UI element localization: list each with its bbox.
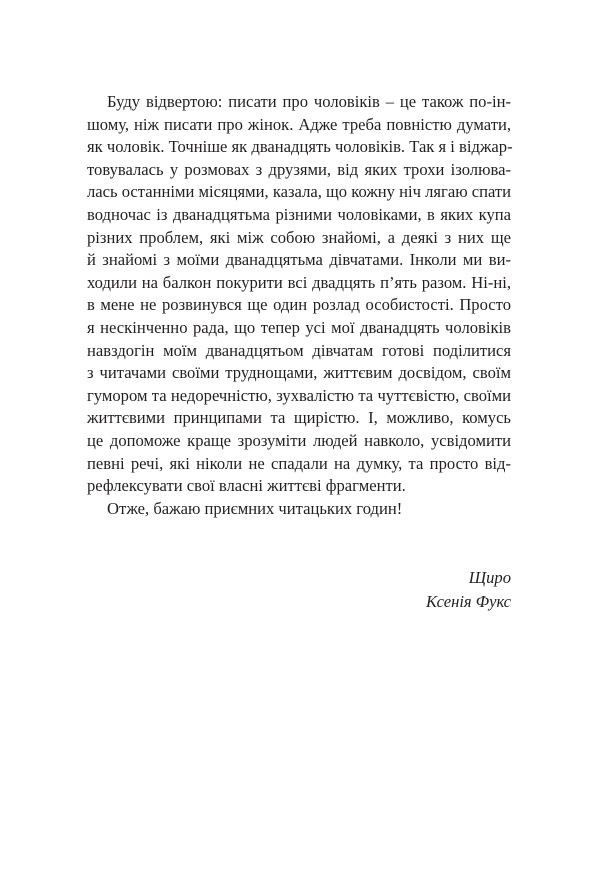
text-line: навздогін моїм дванадцятьом дівчатам готові поділитися (87, 340, 511, 360)
signature-author: Ксенія Фукс (425, 591, 511, 611)
signature-closing: Щиро (468, 568, 511, 587)
text-line: шому, ніж писати про жінок. Адже треба повністю думати, (87, 114, 511, 134)
text-line: певні речі, які ніколи не спадали на думку, та просто від- (87, 453, 511, 473)
page-body (87, 91, 511, 520)
text-line: Буду відвертою: писати про чоловіків – це також по-ін- (107, 92, 511, 111)
signature (426, 566, 511, 613)
text-line: ходили на балкон покурити всі двадцять п’ять разом. Ні-ні, (87, 272, 511, 292)
text-line: це допоможе краще зрозуміти людей навколо, усвідомити (87, 430, 511, 450)
text-line: лась останніми місяцями, казала, що кожну ніч лягаю спати (87, 182, 512, 202)
text-line: різних проблем, які між собою знайомі, а деякі з них ще (87, 227, 511, 247)
text-line: життєвими принципами та щирістю. І, можливо, комусь (87, 408, 511, 428)
text-line: в мене не розвинувся ще один розлад особистості. Просто (87, 295, 511, 315)
text-line: з читачами своїми труднощами, життєвим досвідом, своїм (87, 363, 511, 383)
text-line: водночас із дванадцятьма різними чоловіками, в яких купа (87, 204, 511, 224)
paragraph-1 (87, 91, 511, 498)
text-line: як чоловік. Точніше як дванадцять чоловіків. Так я і віджар- (87, 137, 513, 157)
text-line: Отже, бажаю приємних читацьких годин! (107, 498, 403, 518)
text-line: рефлексувати свої власні життєві фрагменти. (87, 476, 406, 496)
text-line: товувалась у розмовах з друзями, від яких трохи ізолюва- (87, 159, 511, 179)
text-line: й знайомі з моїми дванадцятьма дівчатами. Інколи ми ви- (87, 250, 511, 270)
text-line: я нескінченно рада, що тепер усі мої дванадцять чоловіків (87, 317, 511, 337)
paragraph-2 (87, 498, 511, 521)
text-line: гумором та недоречністю, зухвалістю та чуттєвістю, своїми (87, 385, 511, 405)
